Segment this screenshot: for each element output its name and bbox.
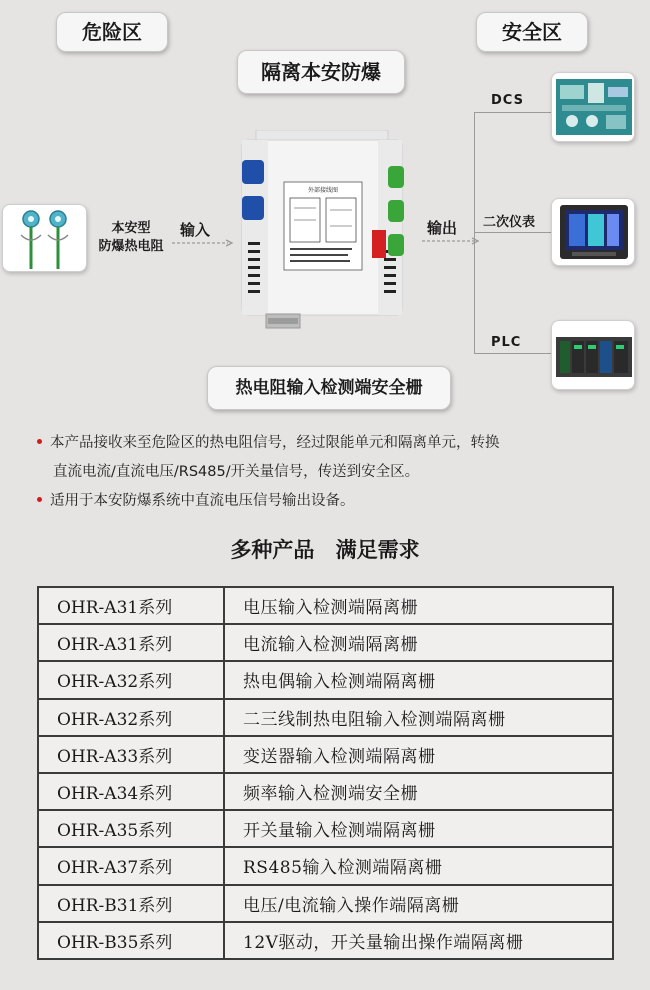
table-row — [38, 736, 613, 773]
output-label-secondary-meter: 二次仪表 — [483, 215, 536, 230]
table-row — [38, 922, 613, 959]
product-description: 频率输入检测端安全栅 — [224, 773, 613, 810]
sensor-label-line1: 本安型 — [111, 221, 151, 236]
input-arrow-icon — [172, 238, 234, 248]
product-description: 变送器输入检测端隔离栅 — [224, 736, 613, 773]
product-description: 12V驱动，开关量输出操作端隔离栅 — [224, 922, 613, 959]
product-model: OHR-A33系列 — [38, 736, 224, 773]
table-row — [38, 661, 613, 698]
table-row — [38, 773, 613, 810]
product-description: RS485输入检测端隔离栅 — [224, 847, 613, 884]
product-model: OHR-A32系列 — [38, 699, 224, 736]
rtd-sensor-image — [2, 204, 87, 272]
product-model: OHR-B31系列 — [38, 885, 224, 922]
branch-line-plc — [474, 353, 551, 354]
product-description: 电压输入检测端隔离栅 — [224, 587, 613, 624]
diagram-title: 隔离本安防爆 — [237, 50, 405, 94]
table-row — [38, 847, 613, 884]
table-row — [38, 624, 613, 661]
output-label: 输出 — [427, 219, 458, 237]
output-label-dcs: DCS — [491, 93, 524, 108]
product-model: OHR-A31系列 — [38, 624, 224, 661]
section-title: 多种产品 满足需求 — [230, 538, 420, 562]
product-model: OHR-A34系列 — [38, 773, 224, 810]
input-label: 输入 — [180, 221, 211, 239]
sensor-label-line2: 防爆热电阻 — [98, 239, 164, 254]
description-line-2: 直流电流/直流电压/RS485/开关量信号，传送到安全区。 — [53, 464, 420, 480]
safe-zone-label: 安全区 — [476, 12, 588, 52]
product-model: OHR-A31系列 — [38, 587, 224, 624]
product-model: OHR-A37系列 — [38, 847, 224, 884]
output-arrow-icon — [422, 236, 482, 246]
plc-image — [551, 320, 635, 390]
branch-line-dcs — [474, 112, 551, 113]
danger-zone-label: 危险区 — [56, 12, 168, 52]
product-model: OHR-A32系列 — [38, 661, 224, 698]
device-panel-title: 外部接线图 — [307, 187, 339, 194]
safety-barrier-device-image — [228, 130, 418, 335]
branch-line-meter — [474, 232, 551, 233]
product-model: OHR-B35系列 — [38, 922, 224, 959]
description-bullet-2 — [37, 487, 355, 515]
product-description: 开关量输入检测端隔离栅 — [224, 810, 613, 847]
table-row — [38, 810, 613, 847]
bullet-dot-icon — [37, 439, 42, 444]
dcs-screen-image — [551, 72, 635, 142]
product-model: OHR-A35系列 — [38, 810, 224, 847]
product-description: 二三线制热电阻输入检测端隔离栅 — [224, 699, 613, 736]
branch-vertical-line — [474, 112, 475, 354]
product-table — [37, 586, 614, 960]
table-row — [38, 587, 613, 624]
table-row — [38, 699, 613, 736]
device-caption: 热电阻输入检测端安全栅 — [207, 366, 451, 410]
description-bullet-1 — [37, 429, 627, 457]
output-label-plc: PLC — [491, 335, 522, 350]
product-description: 电流输入检测端隔离栅 — [224, 624, 613, 661]
description-line-1: 本产品接收来至危险区的热电阻信号，经过限能单元和隔离单元，转换 — [50, 435, 500, 451]
secondary-meter-image — [551, 198, 635, 266]
product-description: 电压/电流输入操作端隔离栅 — [224, 885, 613, 922]
table-row — [38, 885, 613, 922]
description-bullet-2-text: 适用于本安防爆系统中直流电压信号输出设备。 — [50, 493, 355, 509]
bullet-dot-icon — [37, 497, 42, 502]
product-description: 热电偶输入检测端隔离栅 — [224, 661, 613, 698]
